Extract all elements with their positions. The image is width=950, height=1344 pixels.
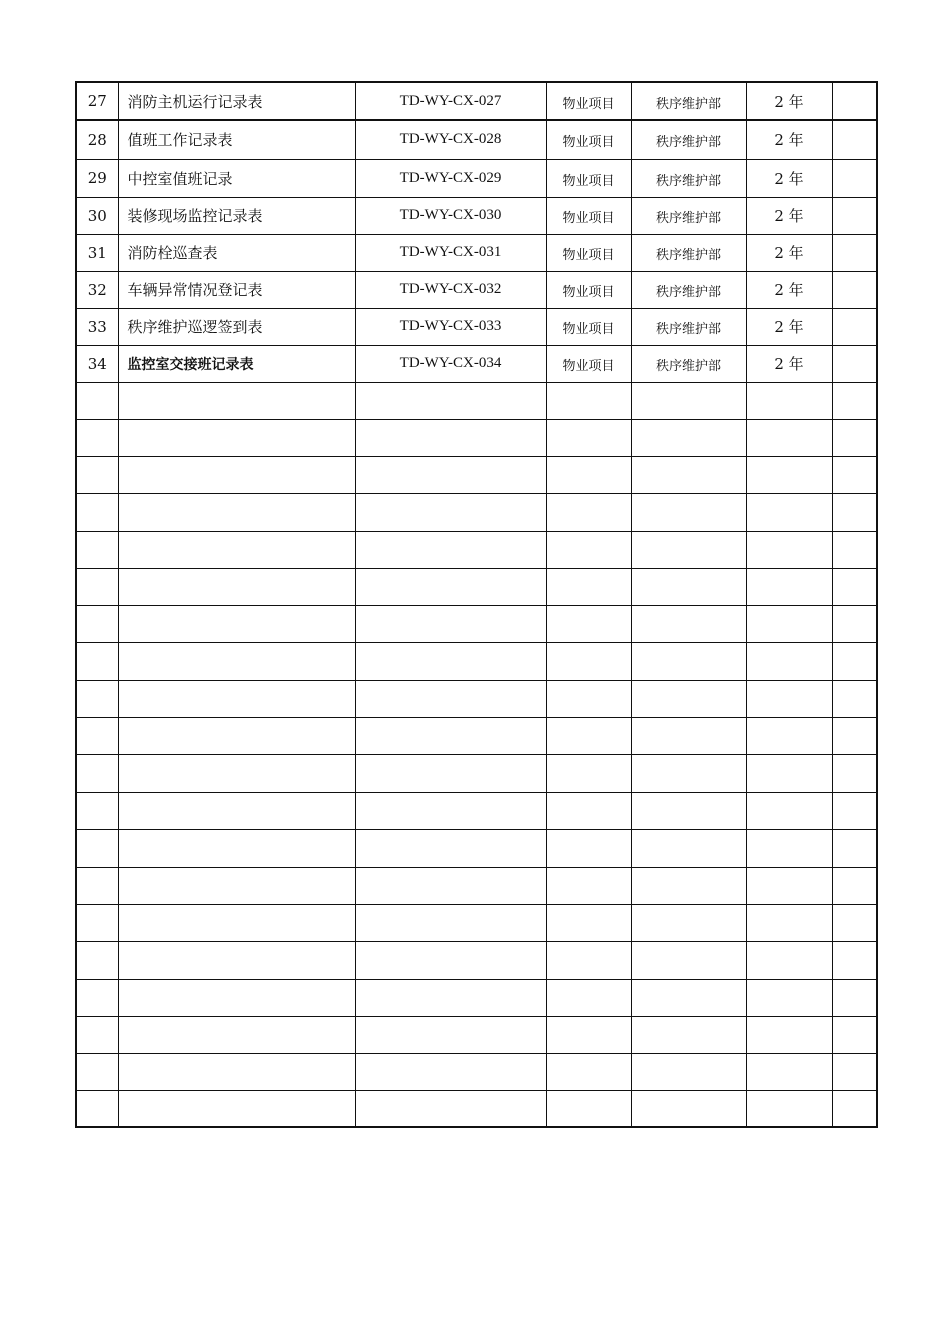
retention-period: [746, 605, 832, 642]
record-scope: [546, 829, 631, 867]
record-department: [631, 829, 746, 867]
record-scope: 物业项目: [546, 120, 631, 159]
records-body: [76, 82, 877, 1127]
record-department: 秩序维护部: [631, 197, 746, 234]
table-row: [76, 941, 877, 979]
row-number: [76, 941, 118, 979]
record-scope: [546, 1090, 631, 1127]
record-code: TD-WY-CX-030: [355, 197, 546, 234]
record-scope: [546, 867, 631, 904]
record-scope: [546, 605, 631, 642]
row-number: [76, 1053, 118, 1090]
record-scope: [546, 568, 631, 605]
retention-period: [746, 1053, 832, 1090]
record-name: [118, 941, 355, 979]
record-note: [832, 904, 877, 941]
record-note: [832, 271, 877, 308]
record-name: 中控室值班记录: [118, 159, 355, 197]
record-note: [832, 382, 877, 419]
record-note: [832, 829, 877, 867]
table-row: [76, 1053, 877, 1090]
record-name: [118, 493, 355, 531]
row-number: [76, 456, 118, 493]
record-scope: [546, 680, 631, 717]
retention-period: [746, 829, 832, 867]
record-department: [631, 605, 746, 642]
retention-period: 2 年: [746, 159, 832, 197]
record-note: [832, 308, 877, 345]
row-number: 30: [76, 197, 118, 234]
retention-period: [746, 456, 832, 493]
record-note: [832, 680, 877, 717]
row-number: [76, 568, 118, 605]
record-note: [832, 754, 877, 792]
record-note: [832, 197, 877, 234]
record-scope: [546, 531, 631, 568]
record-department: [631, 1090, 746, 1127]
row-number: [76, 717, 118, 754]
row-number: [76, 1090, 118, 1127]
retention-period: [746, 1090, 832, 1127]
record-scope: 物业项目: [546, 308, 631, 345]
record-name: 车辆异常情况登记表: [118, 271, 355, 308]
record-scope: [546, 493, 631, 531]
record-code: TD-WY-CX-029: [355, 159, 546, 197]
record-scope: [546, 382, 631, 419]
records-table: [75, 81, 878, 1128]
row-number: [76, 754, 118, 792]
record-note: [832, 493, 877, 531]
record-name: 装修现场监控记录表: [118, 197, 355, 234]
table-row: [76, 1016, 877, 1053]
record-note: [832, 717, 877, 754]
record-department: [631, 754, 746, 792]
table-row: [76, 717, 877, 754]
record-department: [631, 1016, 746, 1053]
table-row: [76, 419, 877, 456]
record-note: [832, 82, 877, 120]
record-department: [631, 1053, 746, 1090]
record-name: [118, 754, 355, 792]
record-note: [832, 159, 877, 197]
retention-period: [746, 941, 832, 979]
record-name: [118, 605, 355, 642]
record-name: [118, 531, 355, 568]
record-code: [355, 904, 546, 941]
record-note: [832, 234, 877, 271]
record-name: [118, 792, 355, 829]
record-code: [355, 979, 546, 1016]
record-code: TD-WY-CX-027: [355, 82, 546, 120]
record-scope: [546, 979, 631, 1016]
record-note: [832, 120, 877, 159]
record-department: [631, 717, 746, 754]
record-scope: [546, 456, 631, 493]
record-code: [355, 1016, 546, 1053]
record-scope: [546, 754, 631, 792]
record-department: [631, 867, 746, 904]
record-name: [118, 979, 355, 1016]
row-number: 29: [76, 159, 118, 197]
retention-period: 2 年: [746, 197, 832, 234]
record-scope: [546, 717, 631, 754]
record-name: 监控室交接班记录表: [118, 345, 355, 382]
table-row: [76, 829, 877, 867]
record-code: [355, 941, 546, 979]
table-row: [76, 979, 877, 1016]
table-row: [76, 82, 877, 120]
retention-period: [746, 419, 832, 456]
retention-period: [746, 680, 832, 717]
table-row: [76, 120, 877, 159]
record-name: [118, 456, 355, 493]
table-row: [76, 271, 877, 308]
retention-period: [746, 979, 832, 1016]
record-code: [355, 680, 546, 717]
record-code: [355, 1090, 546, 1127]
record-code: [355, 531, 546, 568]
record-name: [118, 680, 355, 717]
record-name: [118, 904, 355, 941]
record-note: [832, 531, 877, 568]
retention-period: 2 年: [746, 345, 832, 382]
table-row: [76, 867, 877, 904]
table-row: [76, 308, 877, 345]
table-row: [76, 792, 877, 829]
record-department: 秩序维护部: [631, 271, 746, 308]
record-scope: 物业项目: [546, 159, 631, 197]
record-note: [832, 605, 877, 642]
record-department: [631, 493, 746, 531]
record-code: [355, 642, 546, 680]
record-note: [832, 1053, 877, 1090]
table-row: [76, 197, 877, 234]
table-row: [76, 1090, 877, 1127]
record-name: [118, 867, 355, 904]
record-code: [355, 568, 546, 605]
record-note: [832, 345, 877, 382]
record-scope: 物业项目: [546, 82, 631, 120]
record-department: 秩序维护部: [631, 308, 746, 345]
record-note: [832, 456, 877, 493]
record-code: TD-WY-CX-031: [355, 234, 546, 271]
record-code: [355, 419, 546, 456]
retention-period: [746, 754, 832, 792]
row-number: 31: [76, 234, 118, 271]
record-scope: 物业项目: [546, 345, 631, 382]
record-name: 消防主机运行记录表: [118, 82, 355, 120]
retention-period: 2 年: [746, 234, 832, 271]
record-code: [355, 829, 546, 867]
record-department: 秩序维护部: [631, 345, 746, 382]
table-row: [76, 493, 877, 531]
record-code: [355, 754, 546, 792]
retention-period: [746, 717, 832, 754]
row-number: 32: [76, 271, 118, 308]
record-code: TD-WY-CX-033: [355, 308, 546, 345]
row-number: 33: [76, 308, 118, 345]
row-number: [76, 792, 118, 829]
record-code: [355, 792, 546, 829]
record-department: [631, 642, 746, 680]
record-name: 消防栓巡查表: [118, 234, 355, 271]
record-department: [631, 419, 746, 456]
record-name: [118, 1016, 355, 1053]
retention-period: [746, 568, 832, 605]
retention-period: 2 年: [746, 120, 832, 159]
record-scope: [546, 792, 631, 829]
record-department: 秩序维护部: [631, 82, 746, 120]
row-number: [76, 531, 118, 568]
row-number: [76, 642, 118, 680]
row-number: 27: [76, 82, 118, 120]
table-row: [76, 456, 877, 493]
record-code: [355, 1053, 546, 1090]
record-department: [631, 382, 746, 419]
retention-period: [746, 904, 832, 941]
record-department: [631, 941, 746, 979]
record-scope: [546, 941, 631, 979]
record-department: 秩序维护部: [631, 120, 746, 159]
record-scope: [546, 419, 631, 456]
row-number: 28: [76, 120, 118, 159]
record-note: [832, 419, 877, 456]
table-row: [76, 568, 877, 605]
record-note: [832, 867, 877, 904]
table-row: [76, 605, 877, 642]
record-name: [118, 642, 355, 680]
retention-period: [746, 1016, 832, 1053]
record-code: [355, 382, 546, 419]
table-row: [76, 234, 877, 271]
retention-period: [746, 531, 832, 568]
record-note: [832, 1016, 877, 1053]
retention-period: [746, 792, 832, 829]
record-note: [832, 642, 877, 680]
record-department: [631, 531, 746, 568]
record-code: TD-WY-CX-034: [355, 345, 546, 382]
table-row: [76, 680, 877, 717]
row-number: [76, 382, 118, 419]
row-number: 34: [76, 345, 118, 382]
row-number: [76, 904, 118, 941]
row-number: [76, 1016, 118, 1053]
row-number: [76, 605, 118, 642]
table-row: [76, 382, 877, 419]
record-name: [118, 568, 355, 605]
record-name: [118, 829, 355, 867]
record-scope: [546, 904, 631, 941]
record-department: [631, 792, 746, 829]
record-note: [832, 1090, 877, 1127]
record-name: [118, 1053, 355, 1090]
record-scope: [546, 1016, 631, 1053]
retention-period: [746, 867, 832, 904]
record-name: 秩序维护巡逻签到表: [118, 308, 355, 345]
record-name: 值班工作记录表: [118, 120, 355, 159]
table-row: [76, 904, 877, 941]
record-department: [631, 904, 746, 941]
row-number: [76, 493, 118, 531]
retention-period: [746, 493, 832, 531]
record-name: [118, 419, 355, 456]
record-note: [832, 941, 877, 979]
row-number: [76, 829, 118, 867]
record-scope: [546, 1053, 631, 1090]
record-department: 秩序维护部: [631, 159, 746, 197]
retention-period: [746, 382, 832, 419]
record-department: [631, 979, 746, 1016]
record-scope: 物业项目: [546, 234, 631, 271]
retention-period: 2 年: [746, 82, 832, 120]
record-department: 秩序维护部: [631, 234, 746, 271]
record-code: [355, 867, 546, 904]
record-scope: 物业项目: [546, 197, 631, 234]
record-scope: [546, 642, 631, 680]
record-code: [355, 456, 546, 493]
row-number: [76, 867, 118, 904]
table-row: [76, 642, 877, 680]
record-scope: 物业项目: [546, 271, 631, 308]
record-code: [355, 717, 546, 754]
retention-period: 2 年: [746, 271, 832, 308]
row-number: [76, 979, 118, 1016]
record-note: [832, 792, 877, 829]
record-code: TD-WY-CX-028: [355, 120, 546, 159]
retention-period: [746, 642, 832, 680]
row-number: [76, 419, 118, 456]
record-name: [118, 1090, 355, 1127]
record-note: [832, 979, 877, 1016]
table-row: [76, 531, 877, 568]
retention-period: 2 年: [746, 308, 832, 345]
record-code: [355, 605, 546, 642]
record-code: TD-WY-CX-032: [355, 271, 546, 308]
row-number: [76, 680, 118, 717]
record-code: [355, 493, 546, 531]
table-row: [76, 754, 877, 792]
record-name: [118, 382, 355, 419]
table-row: [76, 159, 877, 197]
record-note: [832, 568, 877, 605]
record-name: [118, 717, 355, 754]
record-department: [631, 680, 746, 717]
record-department: [631, 456, 746, 493]
record-department: [631, 568, 746, 605]
table-row: [76, 345, 877, 382]
